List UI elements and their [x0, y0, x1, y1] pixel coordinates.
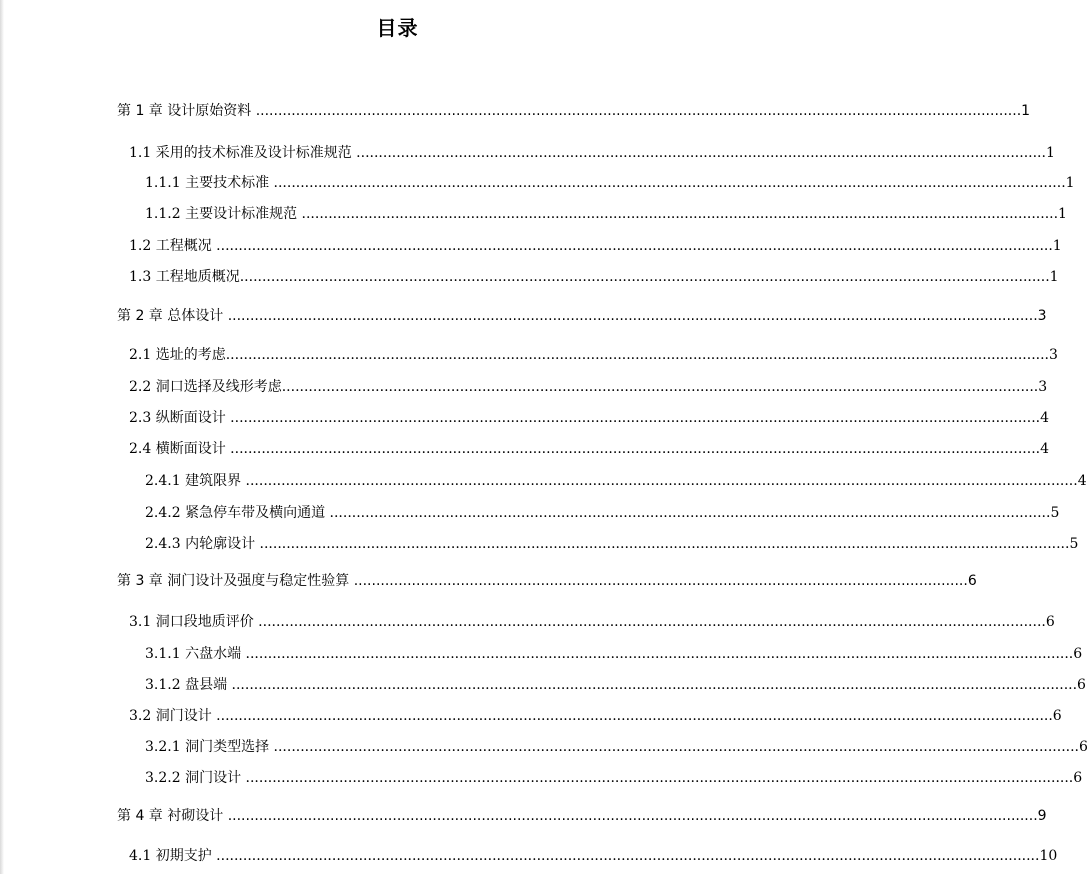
toc-entry-text: 1.3 工程地质概况......................................................................................................................................................................................1	[129, 269, 1059, 285]
toc-entry-text: 3.1.1 六盘水端 ..........................................................................................................................................................................................6	[145, 646, 1083, 662]
toc-entry-text: 1.1.2 主要设计标准规范 ..........................................................................................................................................................................1	[145, 206, 1067, 222]
toc-entry-text: 2.2 洞口选择及线形考虑..........................................................................................................................................................................3	[129, 379, 1048, 395]
toc-entry-2-4-1[interactable]	[145, 470, 1087, 492]
toc-entry-text: 4.1 初期支护 .........................................................................................................................................................................................10	[129, 848, 1058, 864]
toc-entry-chapter-4[interactable]	[117, 805, 1047, 827]
toc-entry-2-3[interactable]	[129, 407, 1050, 429]
toc-entry-chapter-2[interactable]	[117, 305, 1047, 327]
toc-entry-1-3[interactable]	[129, 266, 1059, 288]
toc-entry-text: 1.1.1 主要技术标准 ..................................................................................................................................................................................1	[145, 175, 1075, 191]
toc-entry-text: 第 3 章 洞门设计及强度与稳定性验算 ..........................................................................................................................................6	[117, 573, 977, 589]
toc-entry-3-2[interactable]	[129, 705, 1062, 727]
toc-entry-1-2[interactable]	[129, 235, 1062, 257]
toc-entry-text: 3.2 洞门设计 ............................................................................................................................................................................................6	[129, 708, 1062, 724]
toc-entry-1-1-2[interactable]	[145, 203, 1067, 225]
toc-entry-2-4[interactable]	[129, 438, 1050, 460]
toc-entry-text: 1.2 工程概况 ............................................................................................................................................................................................1	[129, 238, 1062, 254]
toc-entry-text: 第 1 章 设计原始资料 ............................................................................................................................................................................1	[117, 103, 1031, 119]
toc-entry-text: 2.3 纵断面设计 ......................................................................................................................................................................................4	[129, 410, 1050, 426]
toc-entry-chapter-3[interactable]	[117, 570, 977, 592]
toc-entry-3-1-1[interactable]	[145, 643, 1083, 665]
toc-entry-text: 3.1 洞口段地质评价 .................................................................................................................................................................................6	[129, 614, 1055, 630]
toc-entry-1-1[interactable]	[129, 142, 1055, 164]
toc-entry-3-2-2[interactable]	[145, 767, 1083, 789]
toc-entry-2-4-2[interactable]	[145, 502, 1060, 524]
document-title: 目录	[376, 16, 419, 40]
toc-entry-2-4-3[interactable]	[145, 533, 1079, 555]
toc-entry-text: 1.1 采用的技术标准及设计标准规范 ...........................................................................................................................................................1	[129, 145, 1055, 161]
toc-entry-text: 3.2.1 洞门类型选择 .....................................................................................................................................................................................6	[145, 739, 1088, 755]
toc-entry-text: 2.4 横断面设计 ......................................................................................................................................................................................4	[129, 441, 1050, 457]
toc-entry-text: 2.4.1 建筑限界 ...........................................................................................................................................................................................4	[145, 473, 1087, 489]
page-edge	[0, 0, 4, 874]
toc-entry-text: 2.4.2 紧急停车带及横向通道 ..................................................................................................................................................................5	[145, 505, 1060, 521]
toc-entry-text: 第 4 章 衬砌设计 ......................................................................................................................................................................................9	[117, 808, 1047, 824]
toc-entry-3-1-2[interactable]	[145, 674, 1086, 696]
toc-entry-text: 3.1.2 盘县端 ..............................................................................................................................................................................................6	[145, 677, 1086, 693]
toc-entry-chapter-1[interactable]	[117, 100, 1031, 122]
toc-entry-2-2[interactable]	[129, 376, 1048, 398]
toc-entry-4-1[interactable]	[129, 845, 1058, 867]
toc-entry-3-1[interactable]	[129, 611, 1055, 633]
toc-entry-text: 3.2.2 洞门设计 ..........................................................................................................................................................................................6	[145, 770, 1083, 786]
toc-entry-text: 2.1 选址的考虑.........................................................................................................................................................................................3	[129, 347, 1058, 363]
toc-entry-text: 2.4.3 内轮廓设计 ......................................................................................................................................................................................5	[145, 536, 1079, 552]
toc-entry-text: 第 2 章 总体设计 ......................................................................................................................................................................................3	[117, 308, 1047, 324]
toc-entry-3-2-1[interactable]	[145, 736, 1088, 758]
toc-entry-1-1-1[interactable]	[145, 172, 1075, 194]
toc-entry-2-1[interactable]	[129, 344, 1058, 366]
